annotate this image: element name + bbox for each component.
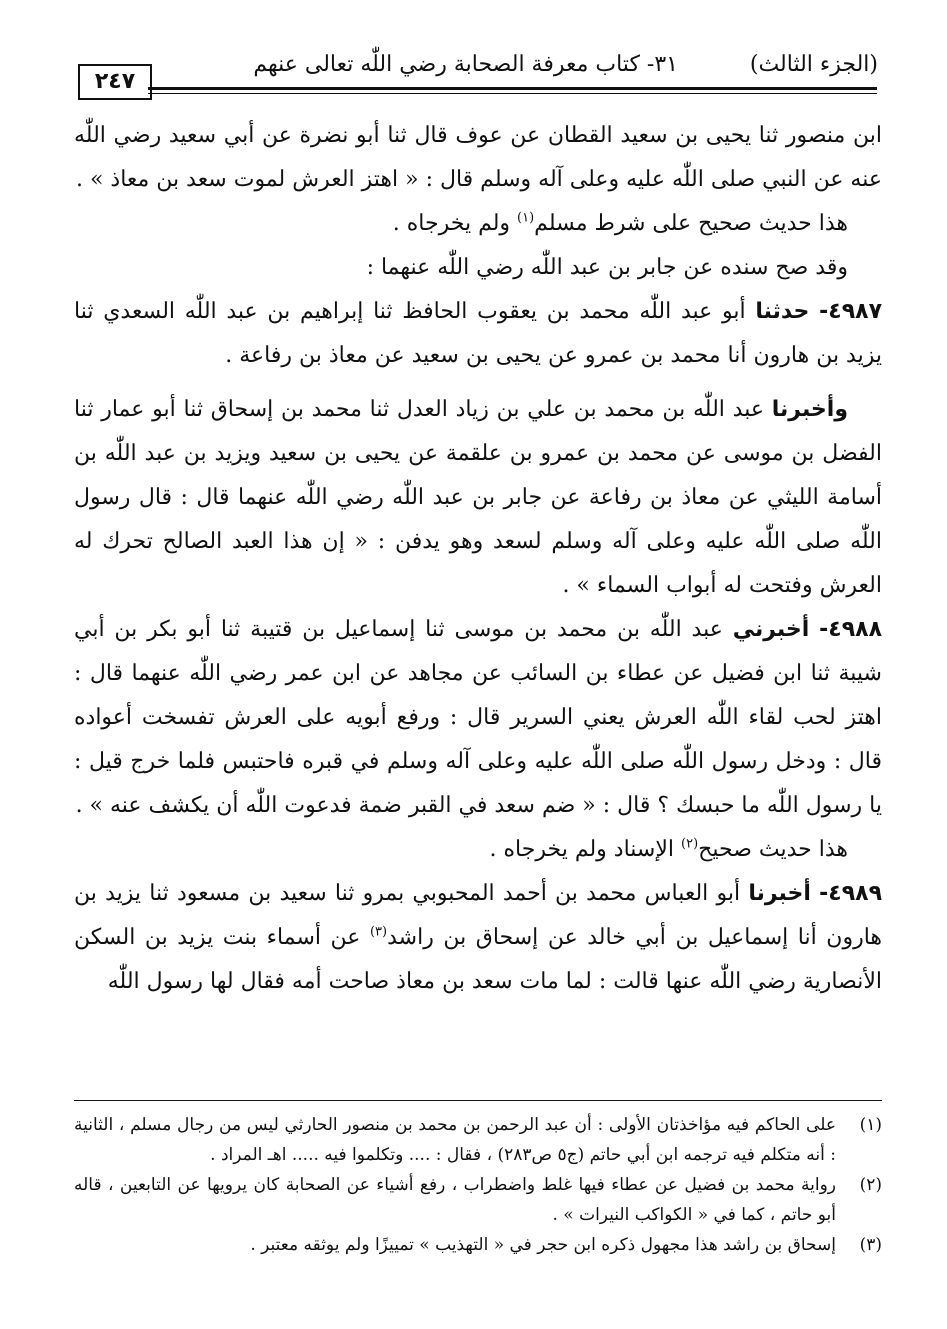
hadith-number: ٤٩٨٨- — [819, 617, 882, 642]
footnote-number: (٢) — [859, 1175, 882, 1195]
paragraph: وقد صح سنده عن جابر بن عبد اللّٰه رضي اللّٰه عنهما : — [366, 255, 848, 280]
transmission-keyword: وأخبرنا — [771, 397, 848, 422]
hadith-number: ٤٩٨٩- — [819, 881, 882, 906]
transmission-keyword: أخبرنا — [748, 881, 811, 906]
running-header — [78, 44, 878, 94]
footnote-text: على الحاكم فيه مؤاخذتان الأولى : أن عبد الرحمن بن محمد بن منصور الحارثي ليس من رجال مسلم ، الثانية : أنه متكلم فيه ترجمه ابن أبي حاتم (ج٥ ص٢٨٣) ، فقال : .... وتكلموا فيه ..... اهـ المراد . — [74, 1115, 836, 1165]
transmission-keyword: أخبرني — [732, 617, 810, 642]
footnote-number: (١) — [859, 1115, 882, 1135]
paragraph — [74, 202, 882, 246]
footnote-text: إسحاق بن راشد هذا مجهول ذكره ابن حجر في « التهذيب » تمييزًا ولم يوثقه معتبر . — [250, 1235, 836, 1255]
volume-label: (الجزء الثالث) — [749, 52, 878, 77]
text-run: أبو العباس محمد بن أحمد المحبوبي بمرو ثنا سعيد بن مسعود ثنا يزيد بن هارون أنا إسماعيل بن أبي خالد عن إسحاق بن راشد — [74, 881, 882, 950]
footnote — [74, 1110, 882, 1170]
footnote-number: (٣) — [859, 1235, 882, 1255]
text-run: هذا حديث صحيح — [698, 837, 848, 862]
paragraph — [74, 388, 882, 608]
hadith-4989 — [74, 872, 882, 1004]
hadith-number: ٤٩٨٧- — [819, 299, 883, 324]
footnotes — [74, 1110, 882, 1260]
page-number: ٢٤٧ — [78, 64, 152, 100]
header-rule-thick — [148, 87, 877, 90]
text-run: عبد اللّٰه بن محمد بن موسى ثنا إسماعيل بن قتيبة ثنا أبو بكر بن أبي شيبة ثنا ابن فضيل عن عطاء بن السائب عن مجاهد عن ابن عمر رضي اللّٰه عنهما قال : اهتز لحب لقاء اللّٰه العرش يعني السرير قال : ورفع أبويه على العرش تفسخت أعواده قال : ودخل رسول اللّٰه صلى اللّٰه عليه وعلى آله وسلم في قبره فاحتبس فلما خرج قيل : يا رسول اللّٰه ما حبسك ؟ قال : « ضم سعد في القبر ضمة فدعوت اللّٰه أن يكشف عنه » . — [74, 617, 882, 818]
text-run: الإسناد ولم يخرجاه . — [489, 837, 682, 862]
footnote-separator — [74, 1100, 882, 1101]
text-run: عبد اللّٰه بن محمد بن علي بن زياد العدل ثنا محمد بن إسحاق ثنا أبو عمار ثنا الفضل بن موسى عن محمد بن عمرو بن علقمة عن يحيى بن سعيد ويزيد بن عبد اللّٰه بن أسامة الليثي عن معاذ بن رفاعة عن جابر بن عبد اللّٰه رضي اللّٰه عنهما قال : قال رسول اللّٰه صلى اللّٰه عليه وعلى آله وسلم لسعد وهو يدفن : « إن هذا العبد الصالح تحرك له العرش وفتحت له أبواب السماء » . — [74, 397, 882, 598]
text-run: عن أسماء بنت يزيد بن السكن الأنصارية رضي اللّٰه عنها قالت : لما مات سعد بن معاذ صاحت أمه فقال لها رسول اللّٰه — [74, 925, 882, 994]
footnote-ref: (١) — [517, 210, 535, 226]
hadith-4988 — [74, 608, 882, 828]
paragraph — [74, 828, 882, 872]
footnote-ref: (٢) — [681, 836, 699, 852]
transmission-keyword: حدثنا — [755, 299, 810, 324]
paragraph: ابن منصور ثنا يحيى بن سعيد القطان عن عوف قال ثنا أبو نضرة عن أبي سعيد رضي اللّٰه عنه عن النبي صلى اللّٰه عليه وعلى آله وسلم قال : « اهتز العرش لموت سعد بن معاذ » . — [74, 123, 882, 192]
hadith-4987 — [74, 290, 882, 378]
text-run: هذا حديث صحيح على شرط مسلم — [534, 211, 848, 236]
text-run: ولم يخرجاه . — [392, 211, 518, 236]
text-run: أبو عبد اللّٰه محمد بن يعقوب الحافظ ثنا إبراهيم بن عبد اللّٰه السعدي ثنا يزيد بن هارون أنا محمد بن عمرو عن يحيى بن سعيد عن معاذ بن رفاعة . — [74, 299, 882, 368]
footnote — [74, 1230, 882, 1260]
chapter-title: ٣١- كتاب معرفة الصحابة رضي اللّٰه تعالى عنهم — [253, 52, 678, 77]
header-rule-thin — [148, 93, 877, 94]
main-text — [74, 114, 882, 1004]
footnote-ref: (٣) — [369, 924, 388, 940]
footnote — [74, 1170, 882, 1230]
footnote-text: رواية محمد بن فضيل عن عطاء فيها غلط واضطراب ، رفع أشياء عن الصحابة كان يرويها عن التابعين ، قاله أبو حاتم ، كما في « الكواكب النيرات » . — [74, 1175, 836, 1225]
